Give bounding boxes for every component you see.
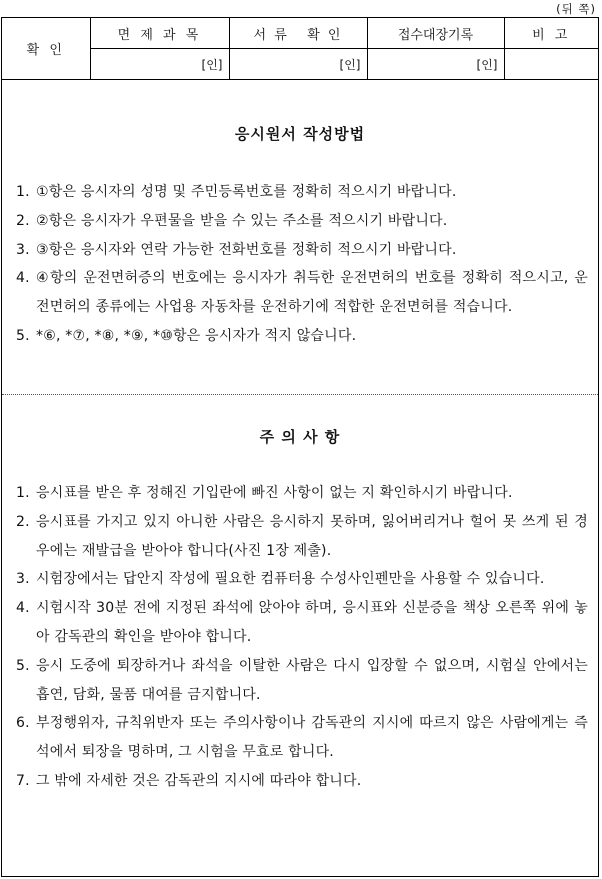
header-remarks: 비 고 xyxy=(504,18,598,49)
list-item xyxy=(16,709,588,767)
method-title: 응시원서 작성방법 xyxy=(234,125,366,143)
list-item xyxy=(16,236,588,265)
header-document-check: 서 류 확 인 xyxy=(229,18,367,49)
caution-list xyxy=(16,479,588,796)
seal-document-check[interactable]: [인] xyxy=(229,49,367,80)
item-text: *⑥, *⑦, *⑧, *⑨, *⑩항은 응시자가 적지 않습니다. xyxy=(36,327,357,344)
section-divider xyxy=(2,394,598,395)
list-item xyxy=(16,178,588,207)
item-number: 4. xyxy=(16,600,30,617)
method-list xyxy=(16,178,588,351)
item-number: 7. xyxy=(16,772,30,789)
item-number: 5. xyxy=(16,327,30,344)
item-number: 5. xyxy=(16,657,30,674)
confirm-row-label: 확 인 xyxy=(2,18,90,80)
list-item xyxy=(16,479,588,508)
list-item xyxy=(16,565,588,594)
list-item xyxy=(16,594,588,652)
caution-title: 주 의 사 항 xyxy=(259,428,341,446)
list-item xyxy=(16,508,588,566)
list-item xyxy=(16,652,588,710)
item-number: 1. xyxy=(16,485,30,501)
item-number: 1. xyxy=(16,184,30,200)
item-number: 2. xyxy=(16,513,30,530)
item-number: 3. xyxy=(16,571,30,588)
item-text: 부정행위자, 규칙위반자 또는 주의사항이나 감독관의 지시에 따르지 않은 사람에게는 즉석에서 퇴장을 명하며, 그 시험을 무효로 합니다. xyxy=(36,715,588,761)
seal-register-record[interactable]: [인] xyxy=(367,49,504,80)
list-item xyxy=(16,207,588,236)
item-text: ④항의 운전면허증의 번호에는 응시자가 취득한 운전면허의 번호를 정확히 적으시고, 운전면허의 종류에는 사업용 자동차를 운전하기에 적합한 운전면허를 적습니다. xyxy=(36,270,588,316)
list-item xyxy=(16,767,588,796)
list-item xyxy=(16,264,588,322)
item-text: ②항은 응시자가 우편물을 받을 수 있는 주소를 적으시기 바랍니다. xyxy=(36,212,448,229)
item-text: 시험장에서는 답안지 작성에 필요한 컴퓨터용 수성사인펜만을 사용할 수 있습니다. xyxy=(36,571,545,588)
item-number: 3. xyxy=(16,241,30,258)
confirmation-table xyxy=(2,18,598,80)
item-text: 응시표를 가지고 있지 아니한 사람은 응시하지 못하며, 잃어버리거나 헐어 못 쓰게 된 경우에는 재발급을 받아야 합니다(사진 1장 제출). xyxy=(36,513,588,559)
list-item xyxy=(16,322,588,351)
remarks-field[interactable] xyxy=(504,49,598,80)
item-number: 2. xyxy=(16,212,30,229)
item-text: 그 밖에 자세한 것은 감독관의 지시에 따라야 합니다. xyxy=(36,772,362,789)
header-exempt-subject: 면 제 과 목 xyxy=(90,18,229,49)
item-text: 응시표를 받은 후 정해진 기입란에 빠진 사항이 없는 지 확인하시기 바랍니다. xyxy=(36,485,513,501)
item-text: ①항은 응시자의 성명 및 주민등록번호를 정확히 적으시기 바랍니다. xyxy=(36,184,457,200)
item-number: 6. xyxy=(16,715,30,732)
page-side-note: (뒤 쪽) xyxy=(556,2,596,16)
item-text: 시험시작 30분 전에 지정된 좌석에 앉아야 하며, 응시표와 신분증을 책상 오른쪽 위에 놓아 감독관의 확인을 받아야 합니다. xyxy=(36,600,588,645)
seal-exempt-subject[interactable]: [인] xyxy=(90,49,229,80)
item-text: ③항은 응시자와 연락 가능한 전화번호를 정확히 적으시기 바랍니다. xyxy=(36,241,457,258)
form-frame xyxy=(1,17,599,877)
item-number: 4. xyxy=(16,270,30,287)
item-text: 응시 도중에 퇴장하거나 좌석을 이탈한 사람은 다시 입장할 수 없으며, 시험실 안에서는 흡연, 담화, 물품 대여를 금지합니다. xyxy=(36,657,588,703)
header-register-record: 접수대장기록 xyxy=(367,18,504,49)
